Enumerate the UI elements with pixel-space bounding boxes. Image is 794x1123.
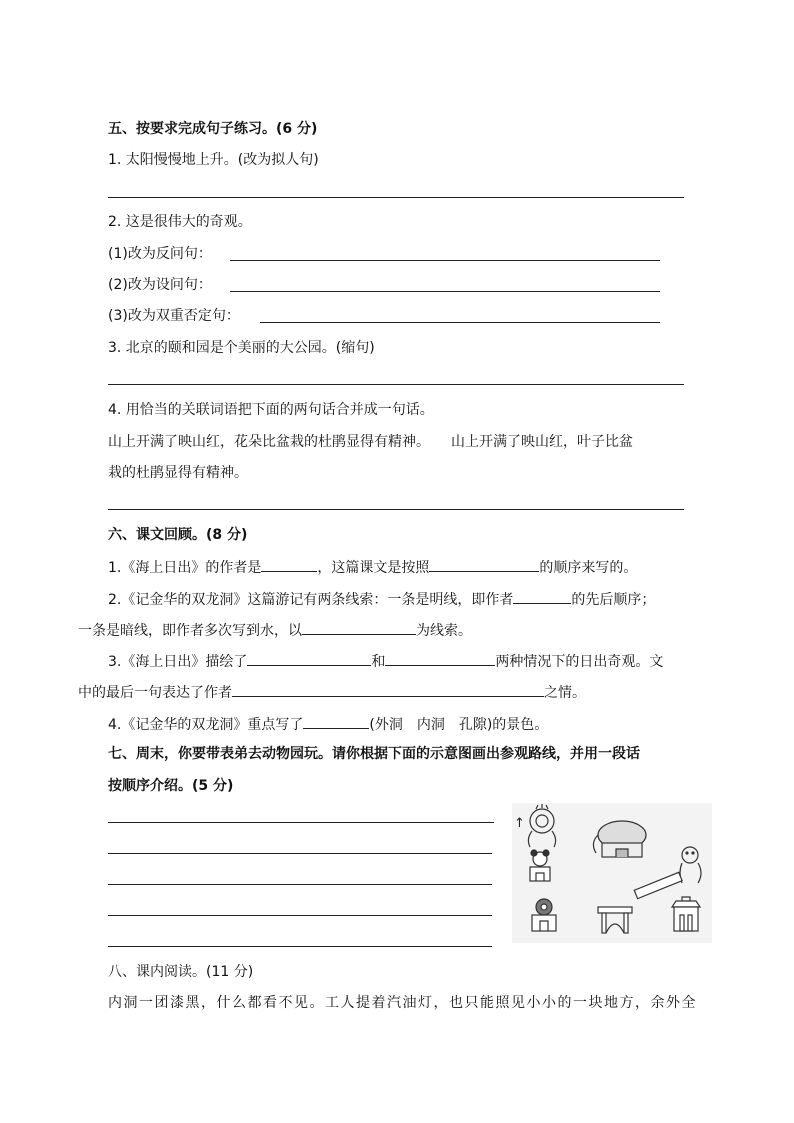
section5-q4-sentence-2: 栽的杜鹃显得有精神。 [108,465,248,481]
q1-text-b: ，这篇课文是按照 [317,560,430,576]
q1-text-a: 1.《海上日出》的作者是 [108,560,262,576]
answer-line[interactable] [260,322,660,323]
q3-text-e: 之情。 [544,685,586,701]
answer-line[interactable] [108,509,684,510]
answer-line[interactable] [108,884,492,885]
q4-text-a: 4.《记金华的双龙洞》重点写了 [108,717,304,733]
answer-blank[interactable] [302,620,416,635]
section5-q2b: (2)改为设问句： [108,277,212,293]
section6-q3-line2 [78,682,586,702]
section8-heading: 八、课内阅读。(11 分) [108,964,254,980]
q2-text-a: 2.《记金华的双龙洞》这篇游记有两条线索：一条是明线，即作者 [108,592,514,608]
section6-q4 [108,714,548,734]
section8-passage: 内洞一团漆黑，什么都看不见。工人提着汽油灯，也只能照见小小的一块地方，余外全 [108,995,697,1011]
section5-q2: 2. 这是很伟大的奇观。 [108,214,252,230]
answer-blank[interactable] [303,714,369,729]
answer-line[interactable] [108,915,492,916]
section5-q2a: (1)改为反问句： [108,246,212,262]
q3-text-b: 和 [371,654,386,670]
section5-q4-sentence-1: 山上开满了映山红，花朵比盆栽的杜鹃显得有精神。 山上开满了映山红，叶子比盆 [108,434,633,450]
answer-line[interactable] [108,384,684,385]
answer-line[interactable] [108,946,492,947]
answer-line[interactable] [230,291,660,292]
q1-text-c: 的顺序来写的。 [539,560,638,576]
answer-blank[interactable] [261,557,317,572]
section5-heading: 五、按要求完成句子练习。(6 分) [108,121,318,137]
section6-q2-line1 [108,589,655,609]
section5-q3: 3. 北京的颐和园是个美丽的大公园。(缩句) [108,340,375,356]
answer-blank[interactable] [429,557,539,572]
answer-line[interactable] [108,822,494,823]
answer-blank[interactable] [513,589,571,604]
section6-heading: 六、课文回顾。(8 分) [108,527,248,543]
answer-line[interactable] [108,197,684,198]
section6-q2-line2 [78,620,472,640]
q3-text-a: 3.《海上日出》描绘了 [108,654,248,670]
north-arrow: ↑ [514,816,525,831]
q2-text-d: 为线索。 [416,623,472,639]
section7-heading-2: 按顺序介绍。(5 分) [108,778,234,794]
answer-line[interactable] [230,260,660,261]
q4-text-b: (外洞 内洞 孔隙)的景色。 [369,717,549,733]
zoo-map[interactable] [512,803,712,943]
answer-line[interactable] [108,853,492,854]
q3-text-d: 中的最后一句表达了作者 [78,685,232,701]
answer-blank[interactable] [247,651,371,666]
answer-blank[interactable] [232,682,544,697]
section6-q3-line1 [108,651,663,671]
section5-q4: 4. 用恰当的关联词语把下面的两句话合并成一句话。 [108,402,434,418]
answer-blank[interactable] [385,651,495,666]
q3-text-c: 两种情况下的日出奇观。文 [495,654,664,670]
q2-text-c: 一条是暗线，即作者多次写到水，以 [78,623,302,639]
building-icon [672,897,700,931]
section6-q1 [108,557,637,577]
section5-q1: 1. 太阳慢慢地上升。(改为拟人句) [108,152,319,168]
section5-q2c: (3)改为双重否定句： [108,308,240,324]
section7-heading-1: 七、周末，你要带表弟去动物园玩。请你根据下面的示意图画出参观路线，并用一段话 [108,746,640,762]
q2-text-b: 的先后顺序； [571,592,656,608]
